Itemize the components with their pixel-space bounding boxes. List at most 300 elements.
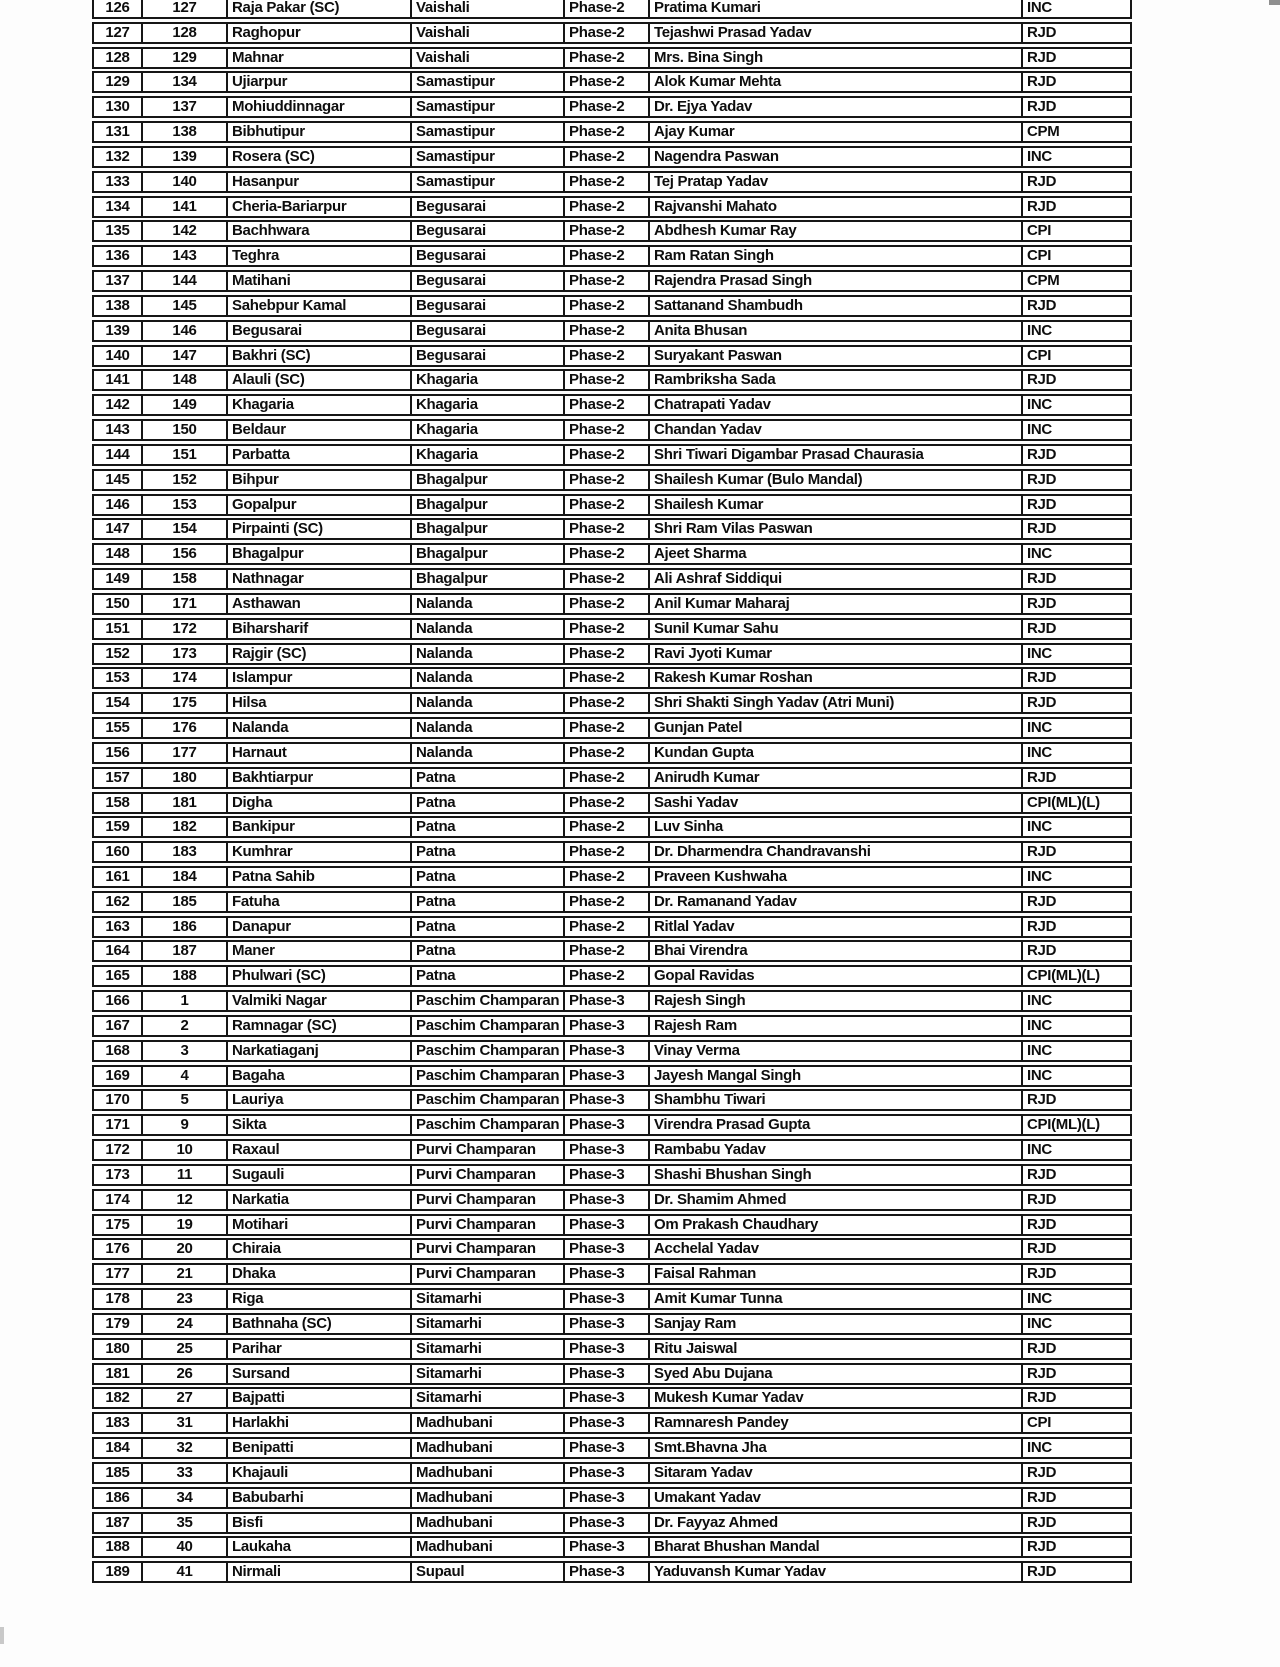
cell-constituency: Nirmali (228, 1563, 412, 1581)
table-row (92, 1263, 1132, 1285)
cell-district: Paschim Champaran (412, 992, 565, 1010)
cell-sno: 172 (94, 1141, 143, 1159)
cell-sno: 147 (94, 520, 143, 538)
cell-candidate: Acchelal Yadav (650, 1240, 1023, 1258)
cell-sno: 160 (94, 843, 143, 861)
cell-constituency: Bachhwara (228, 222, 412, 240)
cell-district: Purvi Champaran (412, 1166, 565, 1184)
cell-constituency: Nalanda (228, 719, 412, 737)
table-row (92, 543, 1132, 565)
cell-constituency: Lauriya (228, 1091, 412, 1109)
cell-party: RJD (1027, 1339, 1057, 1357)
cell-candidate: Shri Ram Vilas Paswan (650, 520, 1023, 538)
cell-phase: Phase-2 (565, 371, 650, 389)
cell-phase: Phase-2 (565, 421, 650, 439)
cell-phase: Phase-2 (565, 620, 650, 638)
table-row (92, 1089, 1132, 1111)
cell-ac_no: 32 (143, 1439, 228, 1457)
cell-phase: Phase-3 (565, 1365, 650, 1383)
cell-phase: Phase-3 (565, 1042, 650, 1060)
table-row (92, 742, 1132, 764)
cell-district: Paschim Champaran (412, 1042, 565, 1060)
cell-sno: 161 (94, 868, 143, 886)
cell-sno: 179 (94, 1315, 143, 1333)
cell-candidate: Syed Abu Dujana (650, 1365, 1023, 1383)
table-row (92, 1437, 1132, 1459)
cell-party: INC (1027, 867, 1052, 885)
cell-candidate: Kundan Gupta (650, 744, 1023, 762)
scrollbar-fragment-bottom-left[interactable] (0, 1627, 4, 1644)
cell-sno: 162 (94, 893, 143, 911)
cell-candidate: Chatrapati Yadav (650, 396, 1023, 414)
cell-candidate: Ramnaresh Pandey (650, 1414, 1023, 1432)
table-row (92, 1338, 1132, 1360)
cell-sno: 141 (94, 371, 143, 389)
cell-party: RJD (1027, 172, 1057, 190)
cell-district: Purvi Champaran (412, 1191, 565, 1209)
cell-sno: 173 (94, 1166, 143, 1184)
cell-district: Madhubani (412, 1439, 565, 1457)
cell-party: RJD (1027, 470, 1057, 488)
table-row (92, 96, 1132, 118)
cell-sno: 140 (94, 347, 143, 365)
cell-ac_no: 34 (143, 1489, 228, 1507)
cell-constituency: Teghra (228, 247, 412, 265)
cell-ac_no: 5 (143, 1091, 228, 1109)
table-row (92, 667, 1132, 689)
cell-ac_no: 184 (143, 868, 228, 886)
cell-phase: Phase-3 (565, 1067, 650, 1085)
cell-phase: Phase-2 (565, 73, 650, 91)
table-row (92, 1015, 1132, 1037)
table-row (92, 1139, 1132, 1161)
cell-phase: Phase-2 (565, 471, 650, 489)
cell-candidate: Gunjan Patel (650, 719, 1023, 737)
cell-party: RJD (1027, 48, 1057, 66)
cell-district: Paschim Champaran (412, 1017, 565, 1035)
cell-ac_no: 40 (143, 1538, 228, 1556)
cell-candidate: Rambriksha Sada (650, 371, 1023, 389)
cell-constituency: Sugauli (228, 1166, 412, 1184)
cell-constituency: Matihani (228, 272, 412, 290)
cell-ac_no: 145 (143, 297, 228, 315)
cell-constituency: Chiraia (228, 1240, 412, 1258)
cell-constituency: Bakhri (SC) (228, 347, 412, 365)
cell-district: Khagaria (412, 446, 565, 464)
cell-sno: 174 (94, 1191, 143, 1209)
cell-phase: Phase-2 (565, 794, 650, 812)
table-row (92, 990, 1132, 1012)
cell-ac_no: 143 (143, 247, 228, 265)
cell-phase: Phase-2 (565, 396, 650, 414)
cell-sno: 135 (94, 222, 143, 240)
cell-candidate: Anil Kumar Maharaj (650, 595, 1023, 613)
cell-constituency: Riga (228, 1290, 412, 1308)
cell-party: INC (1027, 321, 1052, 339)
cell-sno: 153 (94, 669, 143, 687)
cell-candidate: Umakant Yadav (650, 1489, 1023, 1507)
cell-sno: 167 (94, 1017, 143, 1035)
cell-phase: Phase-2 (565, 818, 650, 836)
table-row (92, 916, 1132, 938)
cell-sno: 126 (94, 0, 143, 17)
cell-constituency: Sahebpur Kamal (228, 297, 412, 315)
cell-ac_no: 146 (143, 322, 228, 340)
cell-candidate: Pratima Kumari (650, 0, 1023, 17)
table-row (92, 0, 1132, 19)
cell-sno: 187 (94, 1514, 143, 1532)
cell-candidate: Ravi Jyoti Kumar (650, 645, 1023, 663)
scrollbar-fragment-top-right[interactable] (1269, 0, 1280, 5)
cell-candidate: Abdhesh Kumar Ray (650, 222, 1023, 240)
cell-district: Purvi Champaran (412, 1216, 565, 1234)
cell-party: INC (1027, 1016, 1052, 1034)
cell-party: CPM (1027, 272, 1060, 290)
cell-candidate: Luv Sinha (650, 818, 1023, 836)
cell-district: Madhubani (412, 1514, 565, 1532)
cell-candidate: Sitaram Yadav (650, 1464, 1023, 1482)
cell-sno: 133 (94, 173, 143, 191)
cell-district: Begusarai (412, 198, 565, 216)
cell-phase: Phase-2 (565, 0, 650, 17)
cell-district: Paschim Champaran (412, 1091, 565, 1109)
cell-constituency: Alauli (SC) (228, 371, 412, 389)
cell-phase: Phase-3 (565, 1290, 650, 1308)
cell-phase: Phase-3 (565, 1563, 650, 1581)
cell-candidate: Rambabu Yadav (650, 1141, 1023, 1159)
cell-constituency: Bagaha (228, 1067, 412, 1085)
cell-phase: Phase-2 (565, 843, 650, 861)
cell-sno: 138 (94, 297, 143, 315)
cell-party: RJD (1027, 1215, 1057, 1233)
cell-ac_no: 12 (143, 1191, 228, 1209)
cell-district: Vaishali (412, 0, 565, 17)
cell-party: RJD (1027, 694, 1057, 712)
cell-district: Sitamarhi (412, 1340, 565, 1358)
table-row (92, 345, 1132, 367)
cell-district: Patna (412, 769, 565, 787)
cell-candidate: Rajendra Prasad Singh (650, 272, 1023, 290)
cell-party: RJD (1027, 197, 1057, 215)
cell-sno: 154 (94, 694, 143, 712)
cell-constituency: Harlakhi (228, 1414, 412, 1432)
cell-constituency: Raghopur (228, 24, 412, 42)
cell-party: RJD (1027, 917, 1057, 935)
cell-district: Patna (412, 868, 565, 886)
cell-party: RJD (1027, 1265, 1057, 1283)
cell-constituency: Bibhutipur (228, 123, 412, 141)
cell-candidate: Suryakant Paswan (650, 347, 1023, 365)
cell-district: Bhagalpur (412, 471, 565, 489)
cell-party: CPI(ML)(L) (1027, 1116, 1100, 1134)
cell-phase: Phase-2 (565, 744, 650, 762)
cell-sno: 184 (94, 1439, 143, 1457)
table-row (92, 593, 1132, 615)
cell-sno: 132 (94, 148, 143, 166)
cell-sno: 169 (94, 1067, 143, 1085)
table-row (92, 47, 1132, 69)
cell-ac_no: 20 (143, 1240, 228, 1258)
cell-phase: Phase-2 (565, 123, 650, 141)
cell-constituency: Hasanpur (228, 173, 412, 191)
cell-ac_no: 148 (143, 371, 228, 389)
cell-constituency: Rosera (SC) (228, 148, 412, 166)
cell-ac_no: 1 (143, 992, 228, 1010)
table-row (92, 1214, 1132, 1236)
cell-district: Nalanda (412, 645, 565, 663)
cell-candidate: Dr. Ejya Yadav (650, 98, 1023, 116)
cell-constituency: Pirpainti (SC) (228, 520, 412, 538)
cell-party: INC (1027, 1439, 1052, 1457)
cell-ac_no: 25 (143, 1340, 228, 1358)
table-row (92, 518, 1132, 540)
cell-party: RJD (1027, 1364, 1057, 1382)
table-row (92, 792, 1132, 814)
cell-sno: 156 (94, 744, 143, 762)
cell-constituency: Asthawan (228, 595, 412, 613)
table-row (92, 1462, 1132, 1484)
cell-party: INC (1027, 992, 1052, 1010)
table-row (92, 767, 1132, 789)
cell-district: Samastipur (412, 98, 565, 116)
cell-ac_no: 127 (143, 0, 228, 17)
cell-candidate: Rajesh Singh (650, 992, 1023, 1010)
cell-constituency: Fatuha (228, 893, 412, 911)
cell-candidate: Amit Kumar Tunna (650, 1290, 1023, 1308)
cell-ac_no: 11 (143, 1166, 228, 1184)
cell-constituency: Valmiki Nagar (228, 992, 412, 1010)
cell-candidate: Vinay Verma (650, 1042, 1023, 1060)
cell-party: RJD (1027, 1240, 1057, 1258)
cell-ac_no: 149 (143, 396, 228, 414)
cell-district: Paschim Champaran (412, 1116, 565, 1134)
cell-ac_no: 177 (143, 744, 228, 762)
cell-ac_no: 187 (143, 942, 228, 960)
cell-phase: Phase-2 (565, 545, 650, 563)
table-row (92, 22, 1132, 44)
cell-sno: 128 (94, 49, 143, 67)
table-row (92, 1487, 1132, 1509)
cell-district: Nalanda (412, 595, 565, 613)
cell-candidate: Anita Bhusan (650, 322, 1023, 340)
cell-ac_no: 147 (143, 347, 228, 365)
table-row (92, 1412, 1132, 1434)
cell-party: INC (1027, 147, 1052, 165)
cell-party: INC (1027, 1290, 1052, 1308)
table-row (92, 295, 1132, 317)
cell-sno: 155 (94, 719, 143, 737)
cell-constituency: Sikta (228, 1116, 412, 1134)
cell-ac_no: 181 (143, 794, 228, 812)
cell-ac_no: 183 (143, 843, 228, 861)
cell-party: RJD (1027, 495, 1057, 513)
cell-sno: 136 (94, 247, 143, 265)
cell-ac_no: 142 (143, 222, 228, 240)
cell-candidate: Ram Ratan Singh (650, 247, 1023, 265)
cell-ac_no: 188 (143, 967, 228, 985)
cell-district: Begusarai (412, 272, 565, 290)
cell-phase: Phase-3 (565, 1017, 650, 1035)
cell-party: RJD (1027, 371, 1057, 389)
cell-candidate: Sanjay Ram (650, 1315, 1023, 1333)
cell-sno: 181 (94, 1365, 143, 1383)
cell-candidate: Jayesh Mangal Singh (650, 1067, 1023, 1085)
cell-party: RJD (1027, 942, 1057, 960)
cell-district: Samastipur (412, 148, 565, 166)
cell-constituency: Babubarhi (228, 1489, 412, 1507)
cell-district: Nalanda (412, 694, 565, 712)
cell-ac_no: 10 (143, 1141, 228, 1159)
cell-constituency: Bajpatti (228, 1389, 412, 1407)
cell-sno: 163 (94, 918, 143, 936)
cell-sno: 158 (94, 794, 143, 812)
cell-candidate: Yaduvansh Kumar Yadav (650, 1563, 1023, 1581)
cell-party: INC (1027, 743, 1052, 761)
cell-sno: 151 (94, 620, 143, 638)
cell-candidate: Shambhu Tiwari (650, 1091, 1023, 1109)
cell-ac_no: 23 (143, 1290, 228, 1308)
cell-party: INC (1027, 719, 1052, 737)
cell-candidate: Ajay Kumar (650, 123, 1023, 141)
cell-phase: Phase-3 (565, 1116, 650, 1134)
table-row (92, 1512, 1132, 1534)
cell-candidate: Dr. Dharmendra Chandravanshi (650, 843, 1023, 861)
cell-ac_no: 35 (143, 1514, 228, 1532)
cell-constituency: Ramnagar (SC) (228, 1017, 412, 1035)
cell-party: INC (1027, 396, 1052, 414)
cell-sno: 168 (94, 1042, 143, 1060)
cell-sno: 185 (94, 1464, 143, 1482)
cell-district: Patna (412, 794, 565, 812)
cell-party: INC (1027, 644, 1052, 662)
table-row (92, 618, 1132, 640)
cell-sno: 186 (94, 1489, 143, 1507)
cell-sno: 159 (94, 818, 143, 836)
cell-ac_no: 151 (143, 446, 228, 464)
cell-ac_no: 154 (143, 520, 228, 538)
cell-party: INC (1027, 818, 1052, 836)
table-row (92, 1189, 1132, 1211)
table-row (92, 1288, 1132, 1310)
cell-ac_no: 153 (143, 496, 228, 514)
cell-district: Patna (412, 843, 565, 861)
cell-ac_no: 3 (143, 1042, 228, 1060)
cell-party: RJD (1027, 768, 1057, 786)
table-row (92, 1065, 1132, 1087)
cell-ac_no: 128 (143, 24, 228, 42)
cell-candidate: Nagendra Paswan (650, 148, 1023, 166)
cell-constituency: Nathnagar (228, 570, 412, 588)
cell-constituency: Parbatta (228, 446, 412, 464)
cell-constituency: Digha (228, 794, 412, 812)
cell-district: Nalanda (412, 620, 565, 638)
cell-ac_no: 140 (143, 173, 228, 191)
cell-candidate: Praveen Kushwaha (650, 868, 1023, 886)
table-row (92, 1114, 1132, 1136)
cell-party: CPI (1027, 346, 1052, 364)
cell-sno: 178 (94, 1290, 143, 1308)
cell-district: Patna (412, 893, 565, 911)
cell-district: Sitamarhi (412, 1389, 565, 1407)
cell-party: CPI (1027, 222, 1052, 240)
cell-phase: Phase-2 (565, 322, 650, 340)
cell-party: RJD (1027, 1463, 1057, 1481)
cell-sno: 129 (94, 73, 143, 91)
cell-phase: Phase-3 (565, 1315, 650, 1333)
cell-sno: 183 (94, 1414, 143, 1432)
cell-candidate: Tej Pratap Yadav (650, 173, 1023, 191)
cell-party: CPI(ML)(L) (1027, 967, 1100, 985)
cell-phase: Phase-2 (565, 669, 650, 687)
cell-sno: 165 (94, 967, 143, 985)
cell-phase: Phase-2 (565, 595, 650, 613)
table-row (92, 494, 1132, 516)
cell-party: CPM (1027, 123, 1060, 141)
cell-candidate: Virendra Prasad Gupta (650, 1116, 1023, 1134)
cell-sno: 176 (94, 1240, 143, 1258)
cell-district: Purvi Champaran (412, 1240, 565, 1258)
cell-sno: 144 (94, 446, 143, 464)
cell-phase: Phase-2 (565, 520, 650, 538)
cell-phase: Phase-2 (565, 868, 650, 886)
cell-district: Purvi Champaran (412, 1141, 565, 1159)
cell-phase: Phase-2 (565, 570, 650, 588)
cell-candidate: Smt.Bhavna Jha (650, 1439, 1023, 1457)
cell-district: Patna (412, 918, 565, 936)
cell-constituency: Hilsa (228, 694, 412, 712)
cell-party: RJD (1027, 892, 1057, 910)
cell-candidate: Shri Shakti Singh Yadav (Atri Muni) (650, 694, 1023, 712)
cell-sno: 157 (94, 769, 143, 787)
table-row (92, 1561, 1132, 1583)
cell-district: Khagaria (412, 421, 565, 439)
cell-district: Bhagalpur (412, 545, 565, 563)
cell-district: Madhubani (412, 1414, 565, 1432)
cell-ac_no: 33 (143, 1464, 228, 1482)
cell-district: Madhubani (412, 1489, 565, 1507)
cell-phase: Phase-2 (565, 645, 650, 663)
cell-constituency: Narkatiaganj (228, 1042, 412, 1060)
cell-constituency: Laukaha (228, 1538, 412, 1556)
cell-party: INC (1027, 1041, 1052, 1059)
cell-ac_no: 19 (143, 1216, 228, 1234)
cell-phase: Phase-2 (565, 893, 650, 911)
cell-constituency: Bathnaha (SC) (228, 1315, 412, 1333)
cell-district: Madhubani (412, 1538, 565, 1556)
cell-sno: 142 (94, 396, 143, 414)
cell-candidate: Alok Kumar Mehta (650, 73, 1023, 91)
cell-phase: Phase-3 (565, 1240, 650, 1258)
table-row (92, 866, 1132, 888)
cell-district: Bhagalpur (412, 570, 565, 588)
cell-phase: Phase-2 (565, 222, 650, 240)
cell-sno: 146 (94, 496, 143, 514)
cell-party: RJD (1027, 570, 1057, 588)
cell-ac_no: 26 (143, 1365, 228, 1383)
cell-phase: Phase-3 (565, 1538, 650, 1556)
cell-ac_no: 129 (143, 49, 228, 67)
cell-phase: Phase-2 (565, 769, 650, 787)
cell-candidate: Faisal Rahman (650, 1265, 1023, 1283)
cell-party: RJD (1027, 1165, 1057, 1183)
cell-sno: 134 (94, 198, 143, 216)
table-row (92, 419, 1132, 441)
cell-phase: Phase-2 (565, 496, 650, 514)
cell-party: RJD (1027, 1488, 1057, 1506)
cell-phase: Phase-2 (565, 24, 650, 42)
cell-candidate: Rajesh Ram (650, 1017, 1023, 1035)
cell-candidate: Anirudh Kumar (650, 769, 1023, 787)
